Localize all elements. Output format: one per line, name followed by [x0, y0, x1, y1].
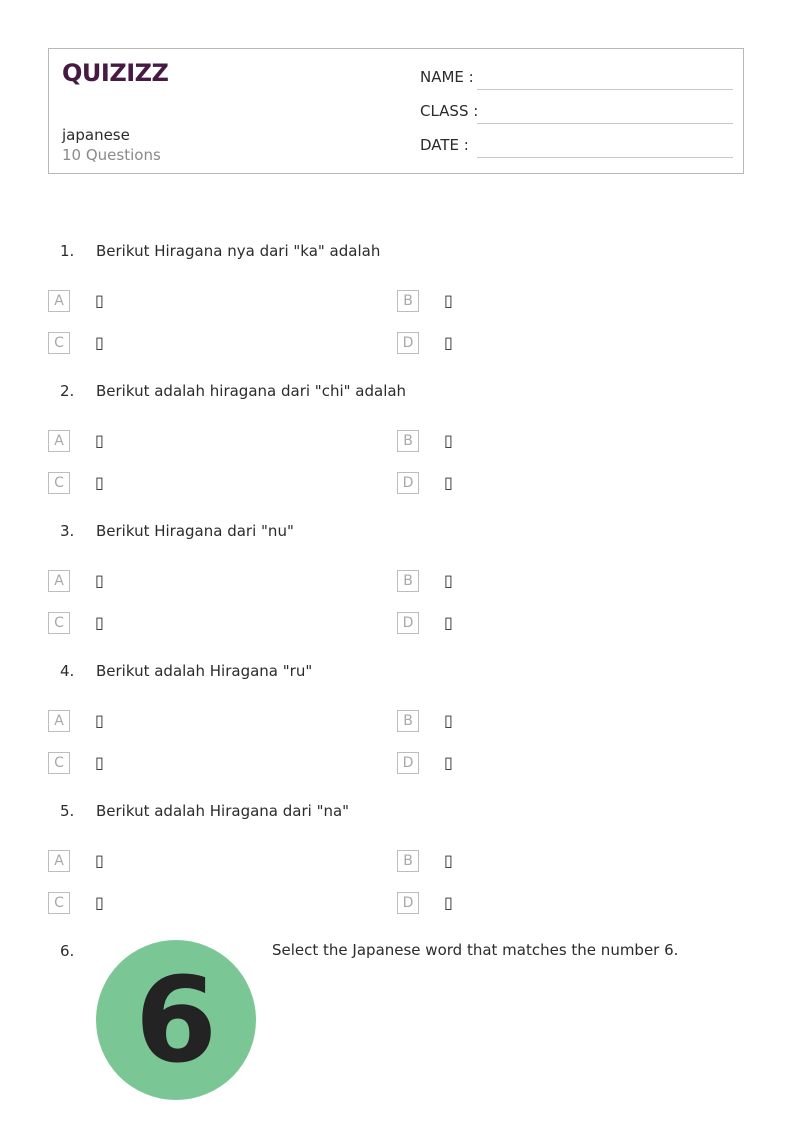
option-b-text: ▯: [444, 711, 453, 730]
question-number: 1.: [60, 242, 75, 260]
option-c-checkbox[interactable]: C: [48, 752, 70, 774]
worksheet-title: japanese: [62, 126, 130, 144]
option-b-checkbox[interactable]: B: [397, 710, 419, 732]
option-c-text: ▯: [95, 333, 104, 352]
option-d-checkbox[interactable]: D: [397, 892, 419, 914]
option-c-checkbox[interactable]: C: [48, 612, 70, 634]
question-text: Berikut Hiragana dari "nu": [96, 522, 294, 540]
question-text: Berikut adalah Hiragana "ru": [96, 662, 313, 680]
option-b-text: ▯: [444, 431, 453, 450]
option-d-checkbox[interactable]: D: [397, 332, 419, 354]
date-label: DATE :: [420, 136, 469, 154]
question-number: 6.: [60, 942, 75, 960]
option-b-checkbox[interactable]: B: [397, 570, 419, 592]
option-b-checkbox[interactable]: B: [397, 850, 419, 872]
question-number: 2.: [60, 382, 75, 400]
option-c-checkbox[interactable]: C: [48, 332, 70, 354]
option-b-text: ▯: [444, 291, 453, 310]
question-text: Berikut Hiragana nya dari "ka" adalah: [96, 242, 381, 260]
name-field[interactable]: [477, 89, 733, 90]
option-a-checkbox[interactable]: A: [48, 570, 70, 592]
class-field[interactable]: [477, 123, 733, 124]
option-a-text: ▯: [95, 571, 104, 590]
question-text: Berikut adalah Hiragana dari "na": [96, 802, 350, 820]
option-a-checkbox[interactable]: A: [48, 710, 70, 732]
option-b-checkbox[interactable]: B: [397, 430, 419, 452]
option-c-text: ▯: [95, 753, 104, 772]
question-number: 4.: [60, 662, 75, 680]
option-d-checkbox[interactable]: D: [397, 752, 419, 774]
option-a-text: ▯: [95, 291, 104, 310]
quizizz-logo: QUIZIZZ: [62, 59, 169, 87]
question-number: 5.: [60, 802, 75, 820]
question-text: Berikut adalah hiragana dari "chi" adalah: [96, 382, 407, 400]
option-b-text: ▯: [444, 571, 453, 590]
option-d-text: ▯: [444, 613, 453, 632]
question-number: 3.: [60, 522, 75, 540]
option-a-checkbox[interactable]: A: [48, 850, 70, 872]
option-a-checkbox[interactable]: A: [48, 290, 70, 312]
name-label: NAME :: [420, 68, 474, 86]
option-d-checkbox[interactable]: D: [397, 472, 419, 494]
option-d-text: ▯: [444, 333, 453, 352]
worksheet-header: [48, 48, 744, 174]
option-b-checkbox[interactable]: B: [397, 290, 419, 312]
number-six-image: 6: [96, 940, 256, 1100]
option-c-text: ▯: [95, 613, 104, 632]
option-b-text: ▯: [444, 851, 453, 870]
option-c-checkbox[interactable]: C: [48, 892, 70, 914]
option-a-text: ▯: [95, 851, 104, 870]
question-count: 10 Questions: [62, 146, 161, 164]
option-d-text: ▯: [444, 753, 453, 772]
option-a-text: ▯: [95, 711, 104, 730]
option-d-text: ▯: [444, 893, 453, 912]
option-a-checkbox[interactable]: A: [48, 430, 70, 452]
option-d-checkbox[interactable]: D: [397, 612, 419, 634]
date-field[interactable]: [477, 157, 733, 158]
option-c-checkbox[interactable]: C: [48, 472, 70, 494]
option-d-text: ▯: [444, 473, 453, 492]
option-a-text: ▯: [95, 431, 104, 450]
option-c-text: ▯: [95, 893, 104, 912]
class-label: CLASS :: [420, 102, 479, 120]
option-c-text: ▯: [95, 473, 104, 492]
question-text: Select the Japanese word that matches the number 6.: [272, 941, 679, 959]
